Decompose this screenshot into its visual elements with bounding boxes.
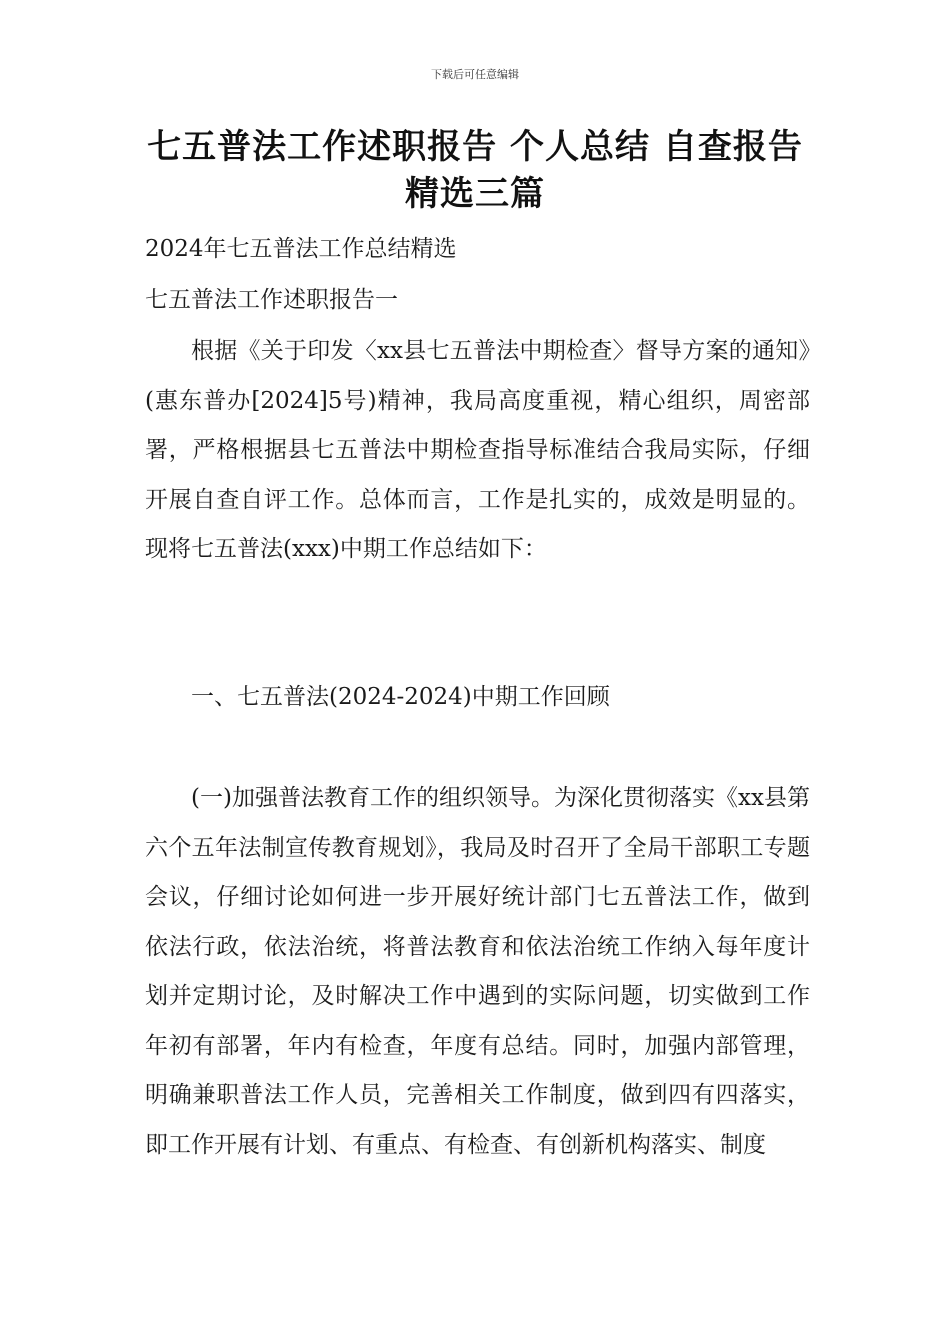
subtitle-report-one: 七五普法工作述职报告一 xyxy=(145,287,398,313)
paragraph-intro xyxy=(145,327,810,575)
paragraph-leadership-text: (一)加强普法教育工作的组织领导。为深化贯彻落实《xx县第六个五年法制宣传教育规划》，我局及时召开了全局干部职工专题会议，仔细讨论如何进一步开展好统计部门七五普法工作，做到依法行政，依法治统，将普法教育和依法治统工作纳入每年度计划并定期讨论，及时解决工作中遇到的实际问题，切实做到工作年初有部署，年内有检查，年度有总结。同时，加强内部管理，明确兼职普法工作人员，完善相关工作制度，做到四有四落实，即工作开展有计划、有重点、有检查、有创新机构落实、制度 xyxy=(145,785,810,1158)
document-title: 七五普法工作述职报告 个人总结 自查报告精选三篇 xyxy=(147,127,803,214)
section-heading: 一、七五普法(2024-2024)中期工作回顾 xyxy=(191,684,610,710)
paragraph-leadership xyxy=(145,774,810,1170)
header-note: 下载后可任意编辑 xyxy=(431,68,519,81)
subtitle-year-summary: 2024年七五普法工作总结精选 xyxy=(145,236,457,262)
paragraph-intro-text: 根据《关于印发〈xx县七五普法中期检查〉督导方案的通知》(惠东普办[2024]5号)精神，我局高度重视，精心组织，周密部署，严格根据县七五普法中期检查指导标准结合我局实际，仔细开展自查自评工作。总体而言，工作是扎实的，成效是明显的。现将七五普法(xxx)中期工作总结如下： xyxy=(145,338,810,562)
